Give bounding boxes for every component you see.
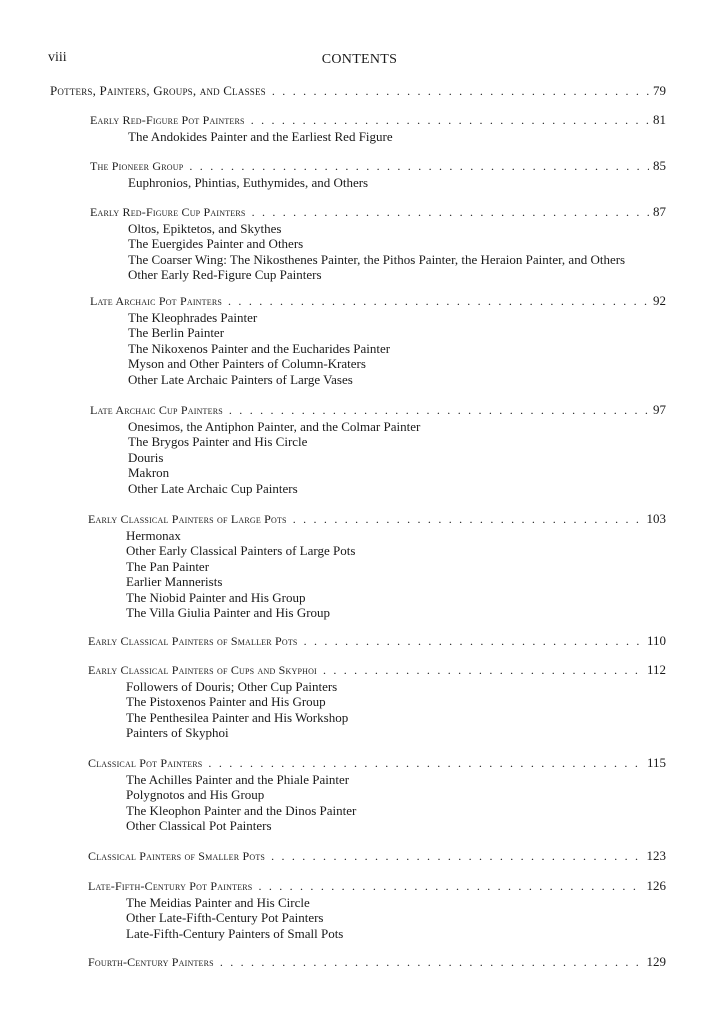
toc-subentry[interactable]: Douris: [128, 449, 164, 465]
toc-subentry[interactable]: The Pistoxenos Painter and His Group: [126, 694, 326, 710]
toc-entry-title: Early Red-Figure Pot Painters: [90, 113, 245, 127]
toc-entry[interactable]: [90, 203, 666, 221]
toc-subentry[interactable]: Late-Fifth-Century Painters of Small Pots: [126, 925, 344, 941]
toc-subentry[interactable]: Hermonax: [126, 528, 181, 543]
toc-entry-title: Early Red-Figure Cup Painters: [90, 205, 246, 219]
toc-entry-page: 85: [653, 158, 666, 173]
toc-subentry[interactable]: The Euergides Painter and Others: [128, 236, 304, 252]
toc-group: [90, 111, 666, 144]
toc-subentry[interactable]: Makron: [128, 465, 170, 481]
toc-entry[interactable]: [88, 754, 666, 772]
page-title: CONTENTS: [321, 52, 398, 67]
dot-leader: [229, 401, 649, 419]
toc-group: [90, 401, 666, 496]
toc-subentry[interactable]: The Pan Painter: [126, 558, 210, 574]
toc-entry-title: Late Archaic Pot Painters: [90, 294, 223, 308]
dot-leader: [271, 847, 642, 865]
toc-group: [88, 953, 666, 971]
toc-entry-page: 123: [646, 848, 666, 863]
dot-leader: [189, 157, 649, 175]
toc-subentry[interactable]: The Brygos Painter and His Circle: [128, 434, 308, 450]
toc-entry-title: Classical Pot Painters: [88, 756, 203, 770]
dot-leader: [252, 203, 649, 221]
toc-entry-page: 97: [653, 402, 666, 417]
toc-entry[interactable]: [88, 510, 666, 528]
toc-entry-page: 126: [646, 878, 666, 893]
toc-subentry[interactable]: Oltos, Epiktetos, and Skythes: [128, 221, 282, 236]
toc-entry[interactable]: [90, 292, 666, 310]
dot-leader: [208, 754, 643, 772]
toc-subentries: [128, 310, 666, 387]
toc-subentry[interactable]: The Villa Giulia Painter and His Group: [126, 605, 331, 621]
toc-entry-title: The Pioneer Group: [90, 159, 184, 173]
toc-subentry[interactable]: Other Classical Pot Painters: [126, 818, 272, 834]
toc-subentry[interactable]: The Coarser Wing: The Nikosthenes Painter, the Pithos Painter, the Heraion Painter, and Others: [128, 251, 626, 267]
toc-group: [88, 632, 666, 650]
section-title: Potters, Painters, Groups, and Classes: [50, 83, 266, 98]
dot-leader: [220, 953, 643, 971]
toc-group: [90, 292, 666, 387]
page-number: viii: [48, 50, 67, 65]
toc-subentry[interactable]: The Niobid Painter and His Group: [126, 589, 306, 605]
toc-subentry[interactable]: Myson and Other Painters of Column-Kraters: [128, 356, 366, 372]
toc-entry-page: 87: [653, 204, 666, 219]
toc-subentry[interactable]: Earlier Mannerists: [126, 574, 223, 590]
toc-subentry[interactable]: Euphronios, Phintias, Euthymides, and Others: [128, 175, 369, 190]
toc-subentry[interactable]: The Berlin Painter: [128, 325, 225, 341]
toc-entry[interactable]: [88, 877, 666, 895]
dot-leader: [293, 510, 643, 528]
toc-entry-page: 129: [646, 954, 666, 969]
toc-entry-page: 81: [653, 112, 666, 127]
toc-entry[interactable]: [88, 661, 666, 679]
toc-entry-title: Late Archaic Cup Painters: [90, 403, 223, 417]
toc-subentry[interactable]: Followers of Douris; Other Cup Painters: [126, 679, 338, 694]
toc-subentry[interactable]: The Meidias Painter and His Circle: [126, 895, 310, 910]
toc-subentries: [126, 772, 666, 834]
toc-subentries: [126, 895, 666, 941]
dot-leader: [272, 82, 649, 100]
toc-entry-title: Early Classical Painters of Smaller Pots: [88, 634, 298, 648]
section-heading: [50, 82, 666, 100]
toc-entry-page: 112: [646, 662, 666, 677]
toc-group: [90, 203, 666, 283]
toc-subentries: [128, 419, 666, 496]
toc-entry-title: Classical Painters of Smaller Pots: [88, 849, 266, 863]
toc-subentries: [128, 175, 666, 190]
toc-entry-title: Early Classical Painters of Large Pots: [88, 512, 287, 526]
toc-entry-title: Early Classical Painters of Cups and Skyphoi: [88, 663, 317, 677]
toc-group: [88, 661, 666, 741]
toc-entry[interactable]: [90, 157, 666, 175]
toc-subentry[interactable]: Other Early Red-Figure Cup Painters: [128, 267, 322, 283]
dot-leader: [228, 292, 649, 310]
section-page: 79: [653, 83, 666, 98]
toc-subentries: [128, 129, 666, 144]
toc-entry-page: 115: [646, 755, 666, 770]
toc-entry-title: Fourth-Century Painters: [88, 955, 214, 969]
toc-subentry[interactable]: The Penthesilea Painter and His Workshop: [126, 709, 349, 725]
toc-group: [88, 877, 666, 941]
toc-group: [88, 754, 666, 834]
toc-entry[interactable]: [88, 953, 666, 971]
dot-leader: [304, 632, 643, 650]
toc-subentry[interactable]: Other Late Archaic Cup Painters: [128, 480, 298, 496]
toc-subentry[interactable]: The Kleophrades Painter: [128, 310, 258, 325]
toc-entry[interactable]: [90, 111, 666, 129]
toc-subentries: [128, 221, 666, 283]
toc-subentry[interactable]: Other Late Archaic Painters of Large Vases: [128, 371, 353, 387]
dot-leader: [251, 111, 649, 129]
toc-group: [88, 510, 666, 620]
toc-subentry[interactable]: The Nikoxenos Painter and the Eucharides Painter: [128, 340, 391, 356]
toc-subentry[interactable]: Other Early Classical Painters of Large Pots: [126, 543, 356, 559]
toc-subentries: [126, 679, 666, 741]
toc-entry-page: 103: [646, 511, 666, 526]
dot-leader: [323, 661, 643, 679]
toc-entry[interactable]: [88, 632, 666, 650]
toc-subentry[interactable]: Other Late-Fifth-Century Pot Painters: [126, 910, 324, 926]
toc-subentry[interactable]: The Achilles Painter and the Phiale Painter: [126, 772, 350, 787]
toc-subentry[interactable]: Onesimos, the Antiphon Painter, and the Colmar Painter: [128, 419, 421, 434]
toc-entry-page: 110: [646, 633, 666, 648]
toc-group: [88, 847, 666, 865]
toc-group: [90, 157, 666, 190]
toc-subentry[interactable]: The Kleophon Painter and the Dinos Painter: [126, 802, 357, 818]
toc-subentry[interactable]: Polygnotos and His Group: [126, 787, 265, 803]
toc-entry-page: 92: [653, 293, 666, 308]
toc-subentries: [126, 528, 666, 620]
toc-entry[interactable]: [90, 401, 666, 419]
toc-entry-title: Late-Fifth-Century Pot Painters: [88, 879, 253, 893]
toc-subentry[interactable]: The Andokides Painter and the Earliest Red Figure: [128, 129, 393, 144]
dot-leader: [258, 877, 642, 895]
toc-subentry[interactable]: Painters of Skyphoi: [126, 725, 229, 741]
toc-entry[interactable]: [88, 847, 666, 865]
